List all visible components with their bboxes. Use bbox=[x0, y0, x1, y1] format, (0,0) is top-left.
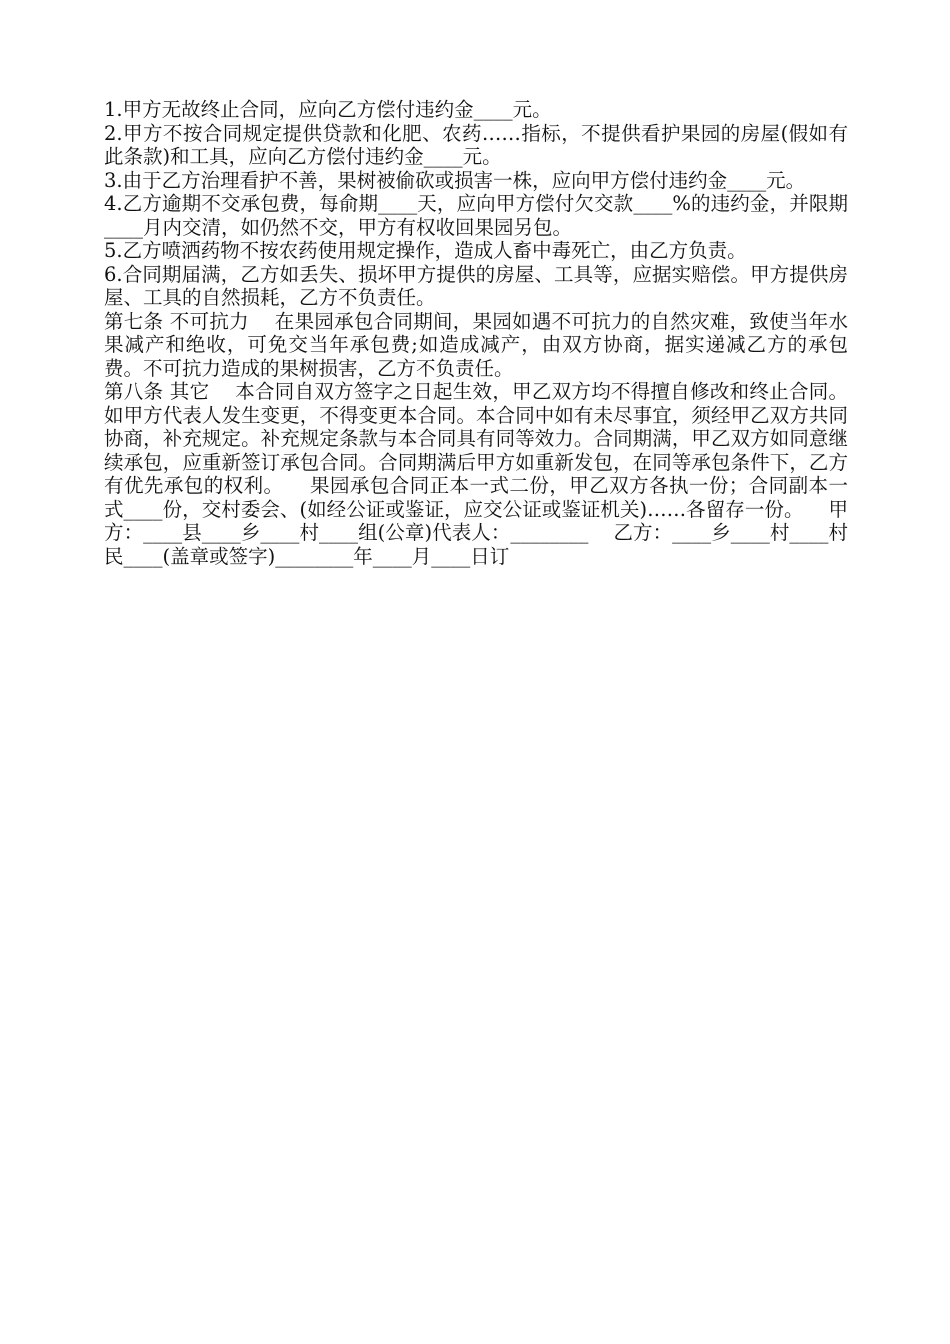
article-8-other: 第八条 其它 本合同自双方签字之日起生效，甲乙双方均不得擅自修改和终止合同。如甲方代表人发生变更，不得变更本合同。本合同中如有未尽事宜，须经甲乙双方共同协商，补充规定。补充规定条款与本合同具有同等效力。合同期满，甲乙双方如同意继续承包，应重新签订承包合同。合同期满后甲方如重新发包，在同等承包条件下，乙方有优先承包的权利。 果园承包合同正本一式二份，甲乙双方各执一份；合同副本一式____份，交村委会、(如经公证或鉴证，应交公证或鉴证机关)……各留存一份。 甲方：____县____乡____村____组(公章)代表人：________ 乙方：____乡____村____村民____(盖章或签字)________年____月____日订 bbox=[104, 380, 848, 568]
clause-1: 1.甲方无故终止合同，应向乙方偿付违约金____元。 bbox=[104, 98, 552, 121]
clause-5: 5.乙方喷洒药物不按农药使用规定操作，造成人畜中毒死亡，由乙方负责。 bbox=[104, 239, 747, 262]
article-7-force-majeure: 第七条 不可抗力 在果园承包合同期间，果园如遇不可抗力的自然灾难，致使当年水果减产和绝收，可免交当年承包费;如造成减产，由双方协商，据实递减乙方的承包费。不可抗力造成的果树损害，乙方不负责任。 bbox=[104, 309, 848, 380]
clause-4: 4.乙方逾期不交承包费，每俞期____天，应向甲方偿付欠交款____%的违约金，并限期____月内交清，如仍然不交，甲方有权收回果园另包。 bbox=[104, 192, 848, 239]
clause-2: 2.甲方不按合同规定提供贷款和化肥、农药……指标，不提供看护果园的房屋(假如有此条款)和工具，应向乙方偿付违约金____元。 bbox=[104, 121, 848, 168]
contract-body bbox=[104, 98, 848, 568]
clause-3: 3.由于乙方治理看护不善，果树被偷砍或损害一株，应向甲方偿付违约金____元。 bbox=[104, 168, 806, 192]
clause-6: 6.合同期届满，乙方如丢失、损坏甲方提供的房屋、工具等，应据实赔偿。甲方提供房屋、工具的自然损耗，乙方不负责任。 bbox=[104, 262, 848, 309]
